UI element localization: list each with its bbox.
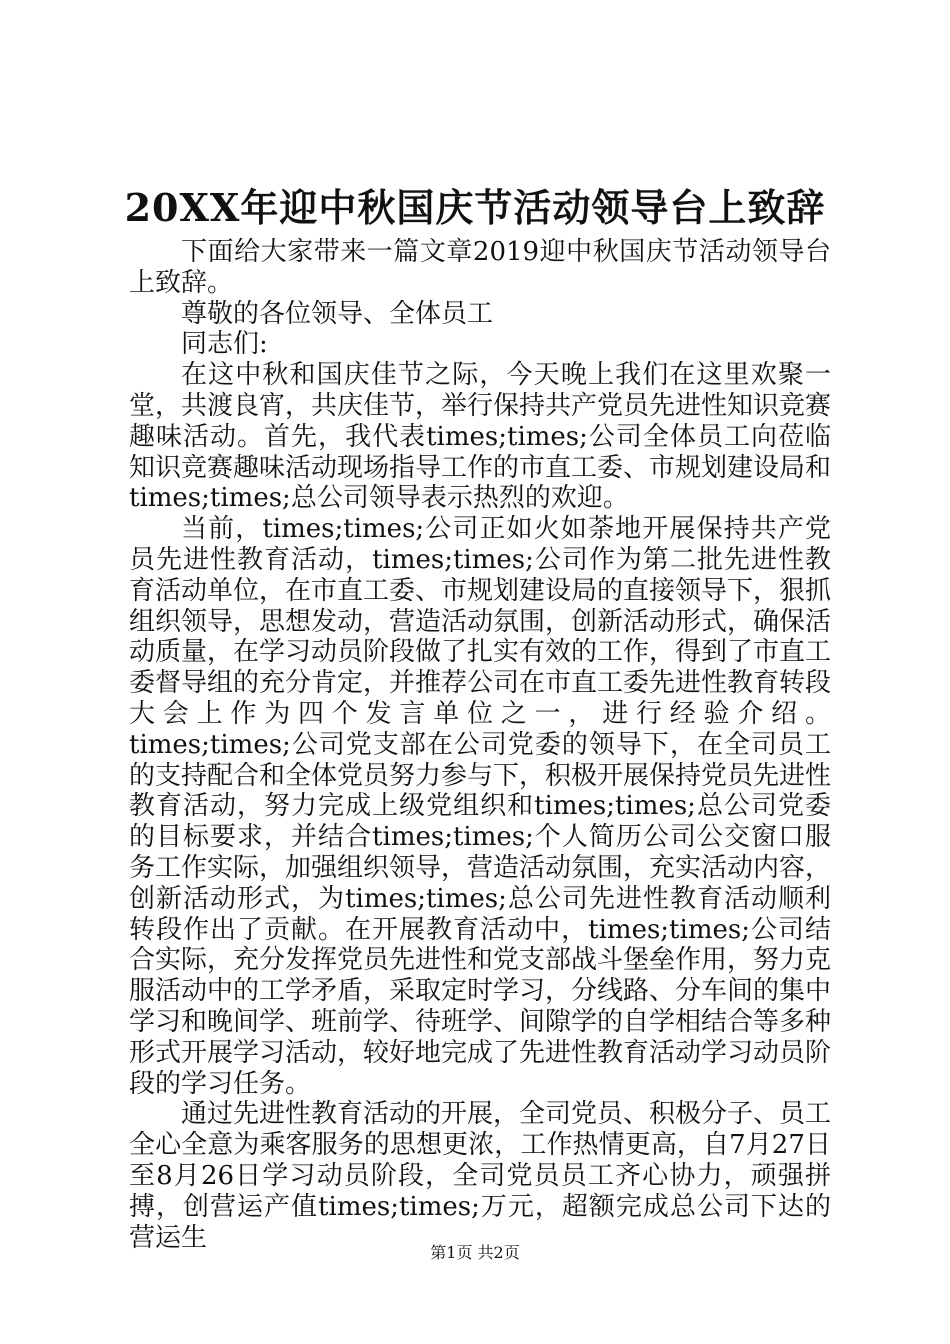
paragraph-progress: 当前，times;times;公司正如火如荼地开展保持共产党员先进性教育活动，times;times;公司作为第二批先进性教育活动单位，在市直工委、市规划建设局的直接领导下，狠抓组织领导，思想发动，营造活动氛围，创新活动形式，确保活动质量，在学习动员阶段做了扎实有效的工作，得到了市直工委督导组的充分肯定，并推荐公司在市直工委先进性教育转段大会上作为四个发言单位之一，进行经验介绍。times;times;公司党支部在公司党委的领导下，在全司员工的支持配合和全体党员努力参与下，积极开展保持党员先进性教育活动，努力完成上级党组织和times;times;总公司党委的目标要求，并结合times;times;个人简历公司公交窗口服务工作实际，加强组织领导，营造活动氛围，充实活动内容，创新活动形式，为times;times;总公司先进性教育活动顺利转段作出了贡献。在开展教育活动中，times;times;公司结合实际，充分发挥党员先进性和党支部战斗堡垒作用，努力克服活动中的工学矛盾，采取定时学习，分线路、分车间的集中学习和晚间学、班前学、待班学、间隙学的自学相结合等多种形式开展学习活动，较好地完成了先进性教育活动学习动员阶段的学习任务。 [129, 514, 832, 1099]
document-title: 20XX年迎中秋国庆节活动领导台上致辞 [124, 185, 826, 230]
paragraph-results: 通过先进性教育活动的开展，全司党员、积极分子、员工全心全意为乘客服务的思想更浓，工作热情更高，自7月27日至8月26日学习动员阶段，全司党员员工齐心协力，顽强拼搏，创营运产值times;times;万元，超额完成总公司下达的营运生 [129, 1099, 832, 1253]
document-body [129, 237, 831, 1253]
paragraph-intro: 下面给大家带来一篇文章2019迎中秋国庆节活动领导台上致辞。 [129, 237, 831, 298]
page-number-footer: 第1页 共2页 [430, 1243, 520, 1262]
paragraph-salutation: 尊敬的各位领导、全体员工 [181, 298, 494, 329]
paragraph-greeting: 同志们: [181, 329, 268, 360]
paragraph-welcome: 在这中秋和国庆佳节之际，今天晚上我们在这里欢聚一堂，共渡良宵，共庆佳节，举行保持共产党员先进性知识竞赛趣味活动。首先，我代表times;times;公司全体员工向莅临知识竞赛趣味活动现场指导工作的市直工委、市规划建设局和times;times;总公司领导表示热烈的欢迎。 [129, 360, 832, 514]
